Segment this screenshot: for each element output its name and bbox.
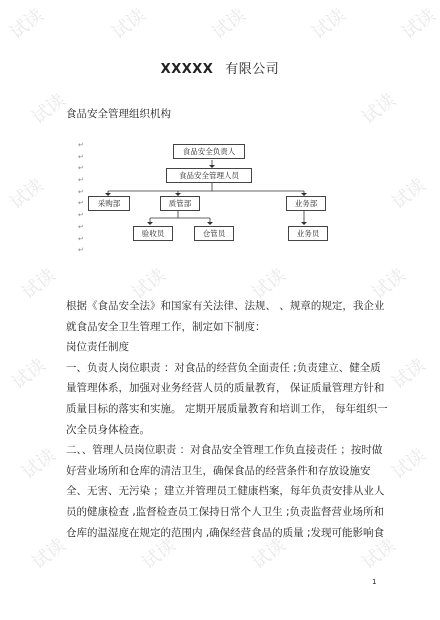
paragraph-mark: ↵ — [78, 164, 84, 173]
watermark: 试读 — [248, 264, 290, 304]
watermark: 试读 — [28, 89, 70, 129]
watermark: 试读 — [368, 264, 410, 304]
watermark: 试读 — [398, 4, 440, 44]
watermark: 试读 — [128, 264, 170, 304]
body-line: 仓库的温湿度在规定的范围内 ,确保经营食品的质量 ;发现可能影响食 — [66, 526, 385, 539]
page-number: 1 — [372, 578, 377, 586]
paragraph-mark: ↵ — [78, 234, 84, 243]
body-line: 二、、管理人员岗位职责 ：对食品安全管理工作负直接责任 ；按时做 — [66, 444, 383, 457]
paragraph-mark: ↵ — [78, 187, 84, 196]
arrowhead-icon — [207, 222, 213, 225]
watermark: 试读 — [248, 534, 290, 574]
body-line: 好营业场所和仓库的清洁卫生，确保食品的经营条件和存放设施安 — [66, 464, 371, 477]
body-line: 质量目标的落实和实施。 定期开展质量教育和培训工作， 每年组织一 — [66, 402, 388, 415]
watermark: 试读 — [8, 354, 50, 394]
watermark: 试读 — [358, 534, 400, 574]
watermark: 试读 — [18, 264, 60, 304]
watermark: 试读 — [138, 534, 180, 574]
body-line: 量管理体系，加强对业务经营人员的质量教育， 保证质量管理方针和 — [66, 382, 385, 395]
org-node-purchasing: 采购部 — [88, 196, 130, 211]
body-text — [66, 296, 386, 543]
section-subtitle: 食品安全管理组织机构 — [66, 108, 171, 120]
company-name-placeholder: XXXXX — [160, 62, 214, 77]
arrowhead-icon — [147, 222, 153, 225]
watermark: 试读 — [308, 4, 350, 44]
body-line: 岗位责任制度 — [66, 341, 129, 354]
watermark: 试读 — [388, 354, 430, 394]
paragraph-mark: ↵ — [78, 176, 84, 185]
org-node-salesperson: 业务员 — [288, 226, 328, 241]
paragraph-mark: ↵ — [78, 199, 84, 208]
paragraph-mark: ↵ — [78, 152, 84, 161]
org-node-head: 食品安全负责人 — [173, 144, 245, 159]
paragraph-mark: ↵ — [78, 141, 84, 149]
paragraph-mark: ↵ — [78, 222, 84, 231]
watermark: 试读 — [108, 4, 150, 44]
watermark: 试读 — [6, 174, 48, 214]
body-line: 次全员身体检查。 — [66, 423, 150, 436]
org-chart-connectors — [0, 0, 440, 260]
org-node-quality: 质管部 — [160, 196, 200, 211]
body-line: 就食品安全卫生管理工作，制定如下制度： — [66, 320, 266, 333]
company-suffix: 有限公司 — [225, 62, 280, 77]
org-node-business: 业务部 — [286, 196, 326, 211]
org-node-custodian: 仓管员 — [194, 226, 234, 241]
body-line: 员的健康检查 ,监督检查员工保持日常个人卫生 ;负责监督营业场所和 — [66, 505, 385, 518]
org-node-manager: 食品安全管理人员 — [166, 168, 252, 183]
paragraph-mark: ↵ — [78, 211, 84, 220]
body-line: 根据《食品安全法》和国家有关法律、法规、 、规章的规定，我企业 — [66, 300, 385, 312]
watermark: 试读 — [388, 444, 430, 484]
body-line: 全、无害、无污染 ；建立并管理员工健康档案，每年负责安排从业人 — [66, 485, 385, 498]
watermark: 试读 — [18, 444, 60, 484]
watermark: 试读 — [6, 4, 48, 44]
arrowhead-icon — [301, 222, 307, 225]
org-node-inspector: 验收员 — [133, 226, 173, 241]
watermark: 试读 — [208, 4, 250, 44]
body-line: 一、负责人岗位职责 ：对食品的经营负全面责任 ;负责建立、健全质 — [66, 361, 381, 374]
paragraph-mark: ↵ — [78, 246, 84, 255]
watermark: 试读 — [28, 534, 70, 574]
watermark: 试读 — [388, 174, 430, 214]
watermark: 试读 — [358, 89, 400, 129]
